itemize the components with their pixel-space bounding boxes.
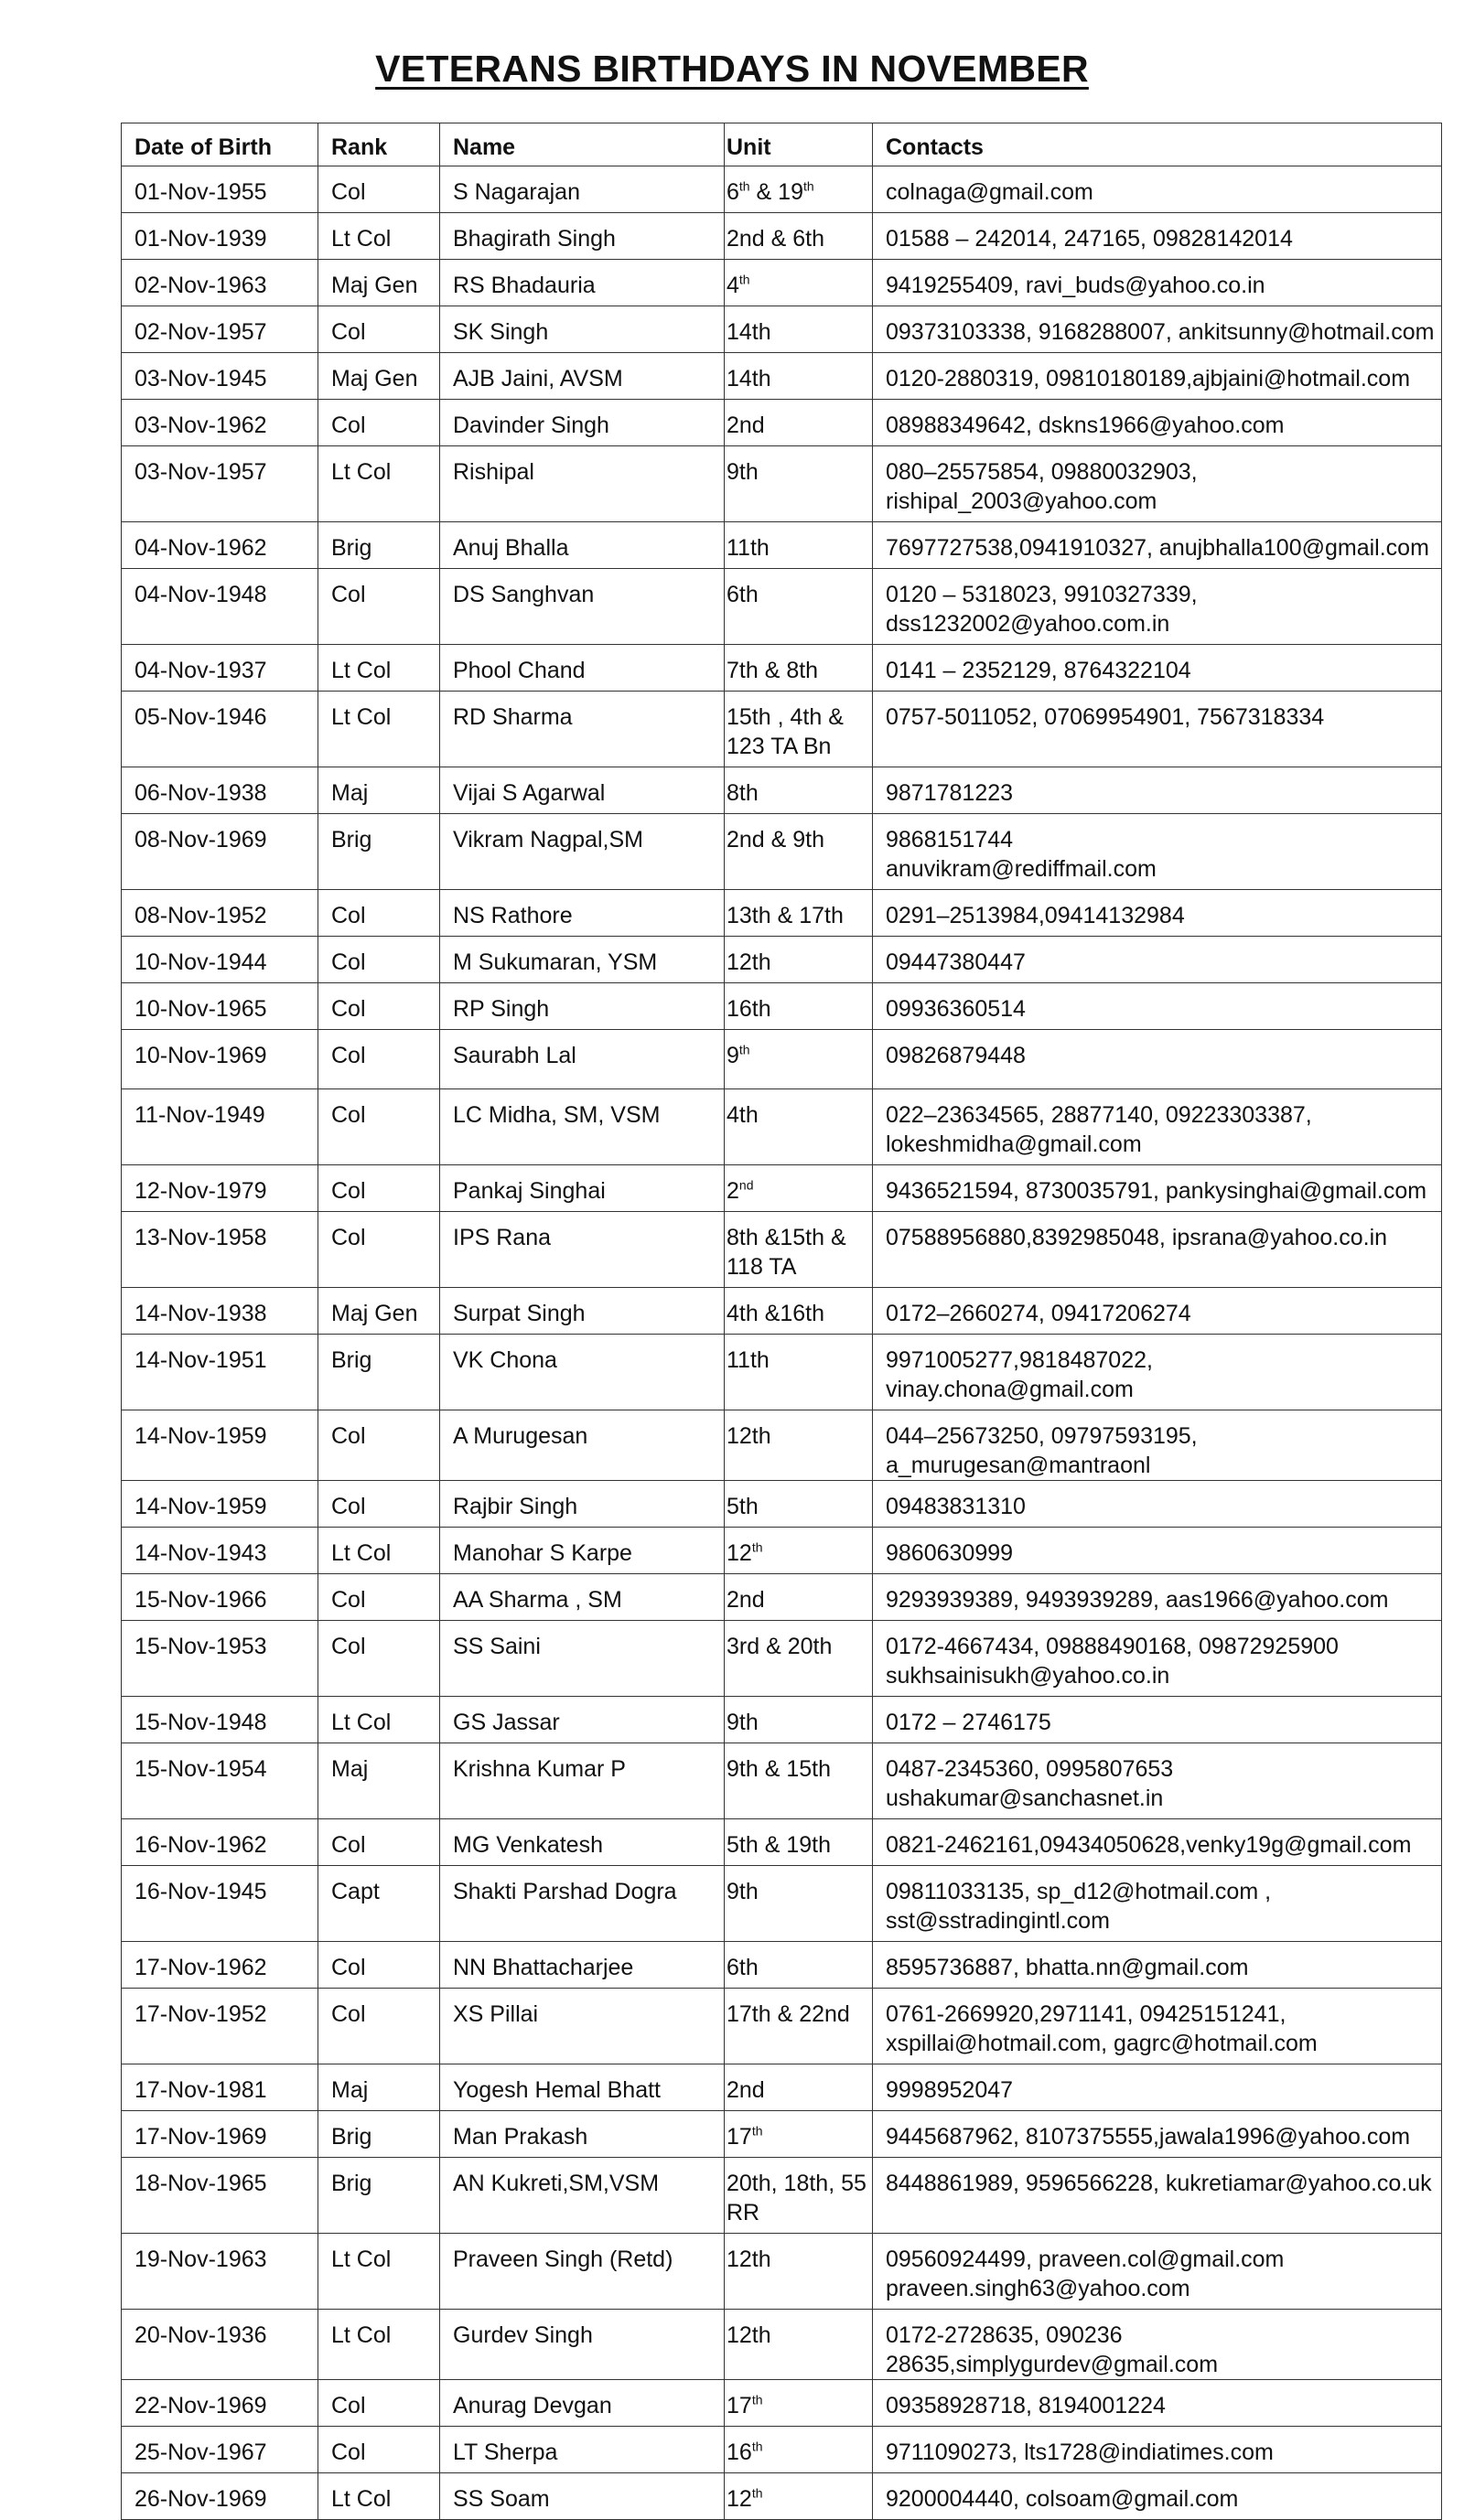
cell-unit: 12th bbox=[725, 1528, 873, 1574]
cell-date-of-birth: 05-Nov-1946 bbox=[122, 692, 318, 767]
header-contacts: Contacts bbox=[873, 123, 1442, 166]
cell-rank: Lt Col bbox=[318, 645, 440, 692]
cell-date-of-birth: 04-Nov-1962 bbox=[122, 522, 318, 569]
table-row bbox=[122, 1697, 1442, 1743]
cell-name: Anuj Bhalla bbox=[440, 522, 725, 569]
cell-rank: Brig bbox=[318, 814, 440, 890]
cell-unit: 14th bbox=[725, 306, 873, 353]
cell-contacts: 0761-2669920,2971141, 09425151241, xspillai@hotmail.com, gagrc@hotmail.com bbox=[873, 1989, 1442, 2064]
cell-name: NS Rathore bbox=[440, 890, 725, 937]
cell-unit: 2nd bbox=[725, 1574, 873, 1621]
table-row bbox=[122, 1989, 1442, 2064]
cell-unit: 5th & 19th bbox=[725, 1819, 873, 1866]
cell-name: Vikram Nagpal,SM bbox=[440, 814, 725, 890]
table-row bbox=[122, 1335, 1442, 1410]
cell-unit: 9th & 15th bbox=[725, 1743, 873, 1819]
cell-contacts: 044–25673250, 09797593195, a_murugesan@mantraonl bbox=[873, 1410, 1442, 1481]
cell-contacts: 0172-2728635, 090236 28635,simplygurdev@gmail.com bbox=[873, 2310, 1442, 2380]
cell-date-of-birth: 14-Nov-1959 bbox=[122, 1410, 318, 1481]
cell-contacts: 09826879448 bbox=[873, 1030, 1442, 1089]
cell-name: IPS Rana bbox=[440, 1212, 725, 1288]
cell-name: SS Soam bbox=[440, 2473, 725, 2520]
cell-date-of-birth: 16-Nov-1962 bbox=[122, 1819, 318, 1866]
cell-contacts: 9871781223 bbox=[873, 767, 1442, 814]
cell-unit: 3rd & 20th bbox=[725, 1621, 873, 1697]
cell-date-of-birth: 22-Nov-1969 bbox=[122, 2380, 318, 2427]
cell-contacts: 7697727538,0941910327, anujbhalla100@gmail.com bbox=[873, 522, 1442, 569]
cell-contacts: 9860630999 bbox=[873, 1528, 1442, 1574]
cell-rank: Lt Col bbox=[318, 446, 440, 522]
cell-name: Phool Chand bbox=[440, 645, 725, 692]
cell-unit: 4th bbox=[725, 260, 873, 306]
table-row bbox=[122, 983, 1442, 1030]
cell-contacts: 08988349642, dskns1966@yahoo.com bbox=[873, 400, 1442, 446]
cell-rank: Brig bbox=[318, 2111, 440, 2158]
cell-name: M Sukumaran, YSM bbox=[440, 937, 725, 983]
table-row bbox=[122, 400, 1442, 446]
table-row bbox=[122, 446, 1442, 522]
cell-contacts: 09483831310 bbox=[873, 1481, 1442, 1528]
cell-rank: Brig bbox=[318, 522, 440, 569]
table-header-row bbox=[122, 123, 1442, 166]
cell-date-of-birth: 20-Nov-1936 bbox=[122, 2310, 318, 2380]
cell-name: SK Singh bbox=[440, 306, 725, 353]
table-row bbox=[122, 1528, 1442, 1574]
cell-date-of-birth: 14-Nov-1959 bbox=[122, 1481, 318, 1528]
table-row bbox=[122, 1030, 1442, 1089]
veterans-table bbox=[121, 123, 1442, 2520]
table-row bbox=[122, 306, 1442, 353]
cell-contacts: 09560924499, praveen.col@gmail.com praveen.singh63@yahoo.com bbox=[873, 2234, 1442, 2310]
cell-rank: Col bbox=[318, 983, 440, 1030]
cell-date-of-birth: 15-Nov-1953 bbox=[122, 1621, 318, 1697]
cell-contacts: 09936360514 bbox=[873, 983, 1442, 1030]
cell-contacts: 9419255409, ravi_buds@yahoo.co.in bbox=[873, 260, 1442, 306]
cell-date-of-birth: 16-Nov-1945 bbox=[122, 1866, 318, 1942]
table-row bbox=[122, 890, 1442, 937]
cell-rank: Col bbox=[318, 1621, 440, 1697]
cell-name: Vijai S Agarwal bbox=[440, 767, 725, 814]
cell-unit: 9th bbox=[725, 1030, 873, 1089]
cell-name: Davinder Singh bbox=[440, 400, 725, 446]
cell-contacts: 0487-2345360, 0995807653 ushakumar@sanchasnet.in bbox=[873, 1743, 1442, 1819]
cell-name: RS Bhadauria bbox=[440, 260, 725, 306]
cell-contacts: 0172-4667434, 09888490168, 09872925900 sukhsainisukh@yahoo.co.in bbox=[873, 1621, 1442, 1697]
cell-unit: 15th , 4th & 123 TA Bn bbox=[725, 692, 873, 767]
cell-contacts: 0291–2513984,09414132984 bbox=[873, 890, 1442, 937]
cell-rank: Col bbox=[318, 1574, 440, 1621]
cell-contacts: 01588 – 242014, 247165, 09828142014 bbox=[873, 213, 1442, 260]
cell-contacts: 8448861989, 9596566228, kukretiamar@yahoo.co.uk bbox=[873, 2158, 1442, 2234]
cell-contacts: 07588956880,8392985048, ipsrana@yahoo.co.in bbox=[873, 1212, 1442, 1288]
cell-rank: Lt Col bbox=[318, 213, 440, 260]
cell-unit: 2nd bbox=[725, 400, 873, 446]
cell-rank: Col bbox=[318, 1089, 440, 1165]
cell-contacts: 0120-2880319, 09810180189,ajbjaini@hotmail.com bbox=[873, 353, 1442, 400]
cell-unit: 17th & 22nd bbox=[725, 1989, 873, 2064]
cell-rank: Col bbox=[318, 1212, 440, 1288]
cell-rank: Col bbox=[318, 1030, 440, 1089]
cell-date-of-birth: 04-Nov-1948 bbox=[122, 569, 318, 645]
cell-rank: Col bbox=[318, 1942, 440, 1989]
table-row bbox=[122, 166, 1442, 213]
cell-contacts: colnaga@gmail.com bbox=[873, 166, 1442, 213]
cell-name: AJB Jaini, AVSM bbox=[440, 353, 725, 400]
table-row bbox=[122, 692, 1442, 767]
cell-name: Rajbir Singh bbox=[440, 1481, 725, 1528]
cell-unit: 9th bbox=[725, 1697, 873, 1743]
table-row bbox=[122, 2473, 1442, 2520]
table-row bbox=[122, 213, 1442, 260]
cell-name: AN Kukreti,SM,VSM bbox=[440, 2158, 725, 2234]
cell-name: Rishipal bbox=[440, 446, 725, 522]
cell-date-of-birth: 15-Nov-1954 bbox=[122, 1743, 318, 1819]
cell-contacts: 0172 – 2746175 bbox=[873, 1697, 1442, 1743]
cell-contacts: 0172–2660274, 09417206274 bbox=[873, 1288, 1442, 1335]
cell-unit: 9th bbox=[725, 446, 873, 522]
cell-date-of-birth: 02-Nov-1957 bbox=[122, 306, 318, 353]
cell-contacts: 0120 – 5318023, 9910327339, dss1232002@yahoo.com.in bbox=[873, 569, 1442, 645]
cell-unit: 17th bbox=[725, 2380, 873, 2427]
cell-date-of-birth: 25-Nov-1967 bbox=[122, 2427, 318, 2473]
cell-rank: Brig bbox=[318, 2158, 440, 2234]
cell-contacts: 0141 – 2352129, 8764322104 bbox=[873, 645, 1442, 692]
cell-rank: Maj Gen bbox=[318, 260, 440, 306]
cell-date-of-birth: 15-Nov-1966 bbox=[122, 1574, 318, 1621]
cell-contacts: 8595736887, bhatta.nn@gmail.com bbox=[873, 1942, 1442, 1989]
cell-rank: Col bbox=[318, 1481, 440, 1528]
cell-name: Surpat Singh bbox=[440, 1288, 725, 1335]
cell-rank: Lt Col bbox=[318, 1697, 440, 1743]
cell-unit: 9th bbox=[725, 1866, 873, 1942]
cell-unit: 12th bbox=[725, 937, 873, 983]
cell-date-of-birth: 04-Nov-1937 bbox=[122, 645, 318, 692]
table-row bbox=[122, 569, 1442, 645]
cell-rank: Col bbox=[318, 569, 440, 645]
cell-name: SS Saini bbox=[440, 1621, 725, 1697]
cell-rank: Lt Col bbox=[318, 2473, 440, 2520]
cell-contacts: 09811033135, sp_d12@hotmail.com , sst@sstradingintl.com bbox=[873, 1866, 1442, 1942]
table-row bbox=[122, 2427, 1442, 2473]
cell-name: AA Sharma , SM bbox=[440, 1574, 725, 1621]
table-row bbox=[122, 1165, 1442, 1212]
cell-date-of-birth: 17-Nov-1981 bbox=[122, 2064, 318, 2111]
table-row bbox=[122, 1866, 1442, 1942]
cell-unit: 12th bbox=[725, 1410, 873, 1481]
cell-name: Pankaj Singhai bbox=[440, 1165, 725, 1212]
cell-date-of-birth: 19-Nov-1963 bbox=[122, 2234, 318, 2310]
cell-contacts: 9971005277,9818487022, vinay.chona@gmail.com bbox=[873, 1335, 1442, 1410]
cell-unit: 4th bbox=[725, 1089, 873, 1165]
cell-rank: Col bbox=[318, 2427, 440, 2473]
cell-contacts: 9293939389, 9493939289, aas1966@yahoo.com bbox=[873, 1574, 1442, 1621]
table-row bbox=[122, 645, 1442, 692]
cell-rank: Col bbox=[318, 306, 440, 353]
cell-date-of-birth: 10-Nov-1969 bbox=[122, 1030, 318, 1089]
cell-rank: Lt Col bbox=[318, 692, 440, 767]
cell-rank: Col bbox=[318, 1410, 440, 1481]
table-row bbox=[122, 1410, 1442, 1481]
table-row bbox=[122, 1481, 1442, 1528]
table-row bbox=[122, 2234, 1442, 2310]
cell-contacts: 09373103338, 9168288007, ankitsunny@hotmail.com bbox=[873, 306, 1442, 353]
cell-name: Anurag Devgan bbox=[440, 2380, 725, 2427]
table-row bbox=[122, 1212, 1442, 1288]
table-row bbox=[122, 522, 1442, 569]
cell-date-of-birth: 14-Nov-1938 bbox=[122, 1288, 318, 1335]
table-row bbox=[122, 1743, 1442, 1819]
cell-rank: Lt Col bbox=[318, 1528, 440, 1574]
cell-unit: 4th &16th bbox=[725, 1288, 873, 1335]
cell-date-of-birth: 01-Nov-1939 bbox=[122, 213, 318, 260]
cell-name: Yogesh Hemal Bhatt bbox=[440, 2064, 725, 2111]
cell-unit: 12th bbox=[725, 2473, 873, 2520]
cell-rank: Capt bbox=[318, 1866, 440, 1942]
cell-contacts: 9445687962, 8107375555,jawala1996@yahoo.com bbox=[873, 2111, 1442, 2158]
cell-name: Gurdev Singh bbox=[440, 2310, 725, 2380]
cell-name: Krishna Kumar P bbox=[440, 1743, 725, 1819]
cell-name: Saurabh Lal bbox=[440, 1030, 725, 1089]
cell-unit: 13th & 17th bbox=[725, 890, 873, 937]
cell-date-of-birth: 17-Nov-1962 bbox=[122, 1942, 318, 1989]
cell-unit: 12th bbox=[725, 2234, 873, 2310]
cell-date-of-birth: 13-Nov-1958 bbox=[122, 1212, 318, 1288]
cell-contacts: 0821-2462161,09434050628,venky19g@gmail.com bbox=[873, 1819, 1442, 1866]
header-date-of-birth: Date of Birth bbox=[122, 123, 318, 166]
cell-date-of-birth: 10-Nov-1944 bbox=[122, 937, 318, 983]
cell-unit: 2nd bbox=[725, 2064, 873, 2111]
cell-rank: Col bbox=[318, 400, 440, 446]
cell-contacts: 9200004440, colsoam@gmail.com bbox=[873, 2473, 1442, 2520]
cell-unit: 2nd bbox=[725, 1165, 873, 1212]
cell-date-of-birth: 17-Nov-1952 bbox=[122, 1989, 318, 2064]
cell-rank: Col bbox=[318, 166, 440, 213]
cell-contacts: 9711090273, lts1728@indiatimes.com bbox=[873, 2427, 1442, 2473]
cell-unit: 6th & 19th bbox=[725, 166, 873, 213]
cell-name: NN Bhattacharjee bbox=[440, 1942, 725, 1989]
cell-name: Man Prakash bbox=[440, 2111, 725, 2158]
table-row bbox=[122, 1574, 1442, 1621]
cell-name: RP Singh bbox=[440, 983, 725, 1030]
cell-date-of-birth: 01-Nov-1955 bbox=[122, 166, 318, 213]
table-row bbox=[122, 2310, 1442, 2380]
cell-unit: 11th bbox=[725, 1335, 873, 1410]
header-name: Name bbox=[440, 123, 725, 166]
cell-rank: Maj bbox=[318, 767, 440, 814]
table-row bbox=[122, 1288, 1442, 1335]
cell-unit: 16th bbox=[725, 2427, 873, 2473]
cell-date-of-birth: 06-Nov-1938 bbox=[122, 767, 318, 814]
cell-unit: 6th bbox=[725, 1942, 873, 1989]
cell-name: Praveen Singh (Retd) bbox=[440, 2234, 725, 2310]
cell-date-of-birth: 03-Nov-1962 bbox=[122, 400, 318, 446]
cell-name: XS Pillai bbox=[440, 1989, 725, 2064]
table-row bbox=[122, 767, 1442, 814]
cell-unit: 5th bbox=[725, 1481, 873, 1528]
table-row bbox=[122, 1621, 1442, 1697]
cell-contacts: 022–23634565, 28877140, 09223303387, lokeshmidha@gmail.com bbox=[873, 1089, 1442, 1165]
cell-date-of-birth: 14-Nov-1943 bbox=[122, 1528, 318, 1574]
header-unit: Unit bbox=[725, 123, 873, 166]
table-row bbox=[122, 2380, 1442, 2427]
cell-unit: 8th &15th & 118 TA bbox=[725, 1212, 873, 1288]
table-row bbox=[122, 2064, 1442, 2111]
cell-rank: Col bbox=[318, 1989, 440, 2064]
table-row bbox=[122, 260, 1442, 306]
cell-unit: 14th bbox=[725, 353, 873, 400]
cell-contacts: 080–25575854, 09880032903, rishipal_2003@yahoo.com bbox=[873, 446, 1442, 522]
cell-date-of-birth: 02-Nov-1963 bbox=[122, 260, 318, 306]
cell-unit: 7th & 8th bbox=[725, 645, 873, 692]
cell-contacts: 09358928718, 8194001224 bbox=[873, 2380, 1442, 2427]
table-row bbox=[122, 1942, 1442, 1989]
cell-date-of-birth: 03-Nov-1945 bbox=[122, 353, 318, 400]
cell-unit: 17th bbox=[725, 2111, 873, 2158]
cell-rank: Col bbox=[318, 2380, 440, 2427]
cell-date-of-birth: 17-Nov-1969 bbox=[122, 2111, 318, 2158]
cell-rank: Maj bbox=[318, 1743, 440, 1819]
cell-date-of-birth: 26-Nov-1969 bbox=[122, 2473, 318, 2520]
cell-name: DS Sanghvan bbox=[440, 569, 725, 645]
cell-date-of-birth: 03-Nov-1957 bbox=[122, 446, 318, 522]
cell-unit: 16th bbox=[725, 983, 873, 1030]
table-row bbox=[122, 1819, 1442, 1866]
cell-date-of-birth: 15-Nov-1948 bbox=[122, 1697, 318, 1743]
table-row bbox=[122, 814, 1442, 890]
cell-date-of-birth: 12-Nov-1979 bbox=[122, 1165, 318, 1212]
cell-name: Bhagirath Singh bbox=[440, 213, 725, 260]
table-row bbox=[122, 2111, 1442, 2158]
cell-rank: Col bbox=[318, 937, 440, 983]
table-row bbox=[122, 937, 1442, 983]
cell-date-of-birth: 11-Nov-1949 bbox=[122, 1089, 318, 1165]
cell-name: Manohar S Karpe bbox=[440, 1528, 725, 1574]
cell-unit: 2nd & 6th bbox=[725, 213, 873, 260]
table-row bbox=[122, 2158, 1442, 2234]
cell-unit: 11th bbox=[725, 522, 873, 569]
cell-date-of-birth: 14-Nov-1951 bbox=[122, 1335, 318, 1410]
cell-date-of-birth: 10-Nov-1965 bbox=[122, 983, 318, 1030]
cell-name: RD Sharma bbox=[440, 692, 725, 767]
cell-rank: Col bbox=[318, 1165, 440, 1212]
cell-name: S Nagarajan bbox=[440, 166, 725, 213]
cell-name: GS Jassar bbox=[440, 1697, 725, 1743]
cell-unit: 2nd & 9th bbox=[725, 814, 873, 890]
cell-rank: Maj bbox=[318, 2064, 440, 2111]
cell-rank: Lt Col bbox=[318, 2234, 440, 2310]
cell-contacts: 9868151744 anuvikram@rediffmail.com bbox=[873, 814, 1442, 890]
cell-name: VK Chona bbox=[440, 1335, 725, 1410]
cell-rank: Col bbox=[318, 890, 440, 937]
cell-name: MG Venkatesh bbox=[440, 1819, 725, 1866]
cell-date-of-birth: 08-Nov-1969 bbox=[122, 814, 318, 890]
cell-contacts: 9998952047 bbox=[873, 2064, 1442, 2111]
cell-rank: Brig bbox=[318, 1335, 440, 1410]
cell-name: Shakti Parshad Dogra bbox=[440, 1866, 725, 1942]
table-row bbox=[122, 1089, 1442, 1165]
cell-unit: 12th bbox=[725, 2310, 873, 2380]
cell-name: A Murugesan bbox=[440, 1410, 725, 1481]
cell-date-of-birth: 18-Nov-1965 bbox=[122, 2158, 318, 2234]
cell-unit: 6th bbox=[725, 569, 873, 645]
table-row bbox=[122, 353, 1442, 400]
cell-rank: Col bbox=[318, 1819, 440, 1866]
header-rank: Rank bbox=[318, 123, 440, 166]
cell-name: LC Midha, SM, VSM bbox=[440, 1089, 725, 1165]
cell-date-of-birth: 08-Nov-1952 bbox=[122, 890, 318, 937]
page-title: VETERANS BIRTHDAYS IN NOVEMBER bbox=[375, 48, 1089, 90]
cell-contacts: 0757-5011052, 07069954901, 7567318334 bbox=[873, 692, 1442, 767]
cell-rank: Maj Gen bbox=[318, 353, 440, 400]
cell-contacts: 9436521594, 8730035791, pankysinghai@gmail.com bbox=[873, 1165, 1442, 1212]
cell-unit: 8th bbox=[725, 767, 873, 814]
cell-rank: Lt Col bbox=[318, 2310, 440, 2380]
cell-name: LT Sherpa bbox=[440, 2427, 725, 2473]
cell-unit: 20th, 18th, 55 RR bbox=[725, 2158, 873, 2234]
cell-contacts: 09447380447 bbox=[873, 937, 1442, 983]
cell-rank: Maj Gen bbox=[318, 1288, 440, 1335]
